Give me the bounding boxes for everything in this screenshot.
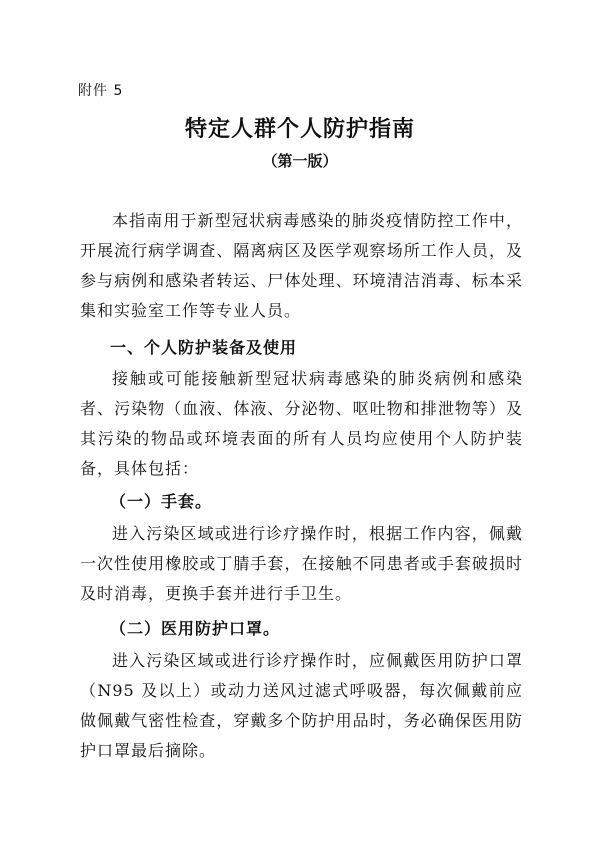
subsection-heading-gloves: （一）手套。	[110, 492, 213, 511]
gloves-paragraph: 进入污染区域或进行诊疗操作时，根据工作内容，佩戴一次性使用橡胶或丁腈手套，在接触不同患者或手套破损时及时消毒，更换手套并进行手卫生。	[80, 524, 523, 603]
intro-paragraph: 本指南用于新型冠状病毒感染的肺炎疫情防控工作中，开展流行病学调查、隔离病区及医学观察场所工作人员，及参与病例和感染者转运、尸体处理、环境清洁消毒、标本采集和实验室工作等专业人员。	[80, 211, 523, 320]
ppe-paragraph: 接触或可能接触新型冠状病毒感染的肺炎病例和感染者、污染物（血液、体液、分泌物、呕吐物和排泄物等）及其污染的物品或环境表面的所有人员均应使用个人防护装备，具体包括：	[80, 369, 523, 478]
attachment-label: 附件 5	[78, 83, 124, 99]
section-heading-ppe: 一、个人防护装备及使用	[110, 338, 298, 357]
subsection-heading-mask: （二）医用防护口罩。	[110, 619, 281, 638]
document-title: 特定人群个人防护指南	[184, 117, 415, 142]
mask-paragraph: 进入污染区域或进行诊疗操作时，应佩戴医用防护口罩（N95 及以上）或动力送风过滤式呼吸器，每次佩戴前应做佩戴气密性检查，穿戴多个防护用品时，务必确保医用防护口罩最后摘除。	[80, 651, 523, 760]
edition-label: （第一版）	[262, 152, 338, 170]
